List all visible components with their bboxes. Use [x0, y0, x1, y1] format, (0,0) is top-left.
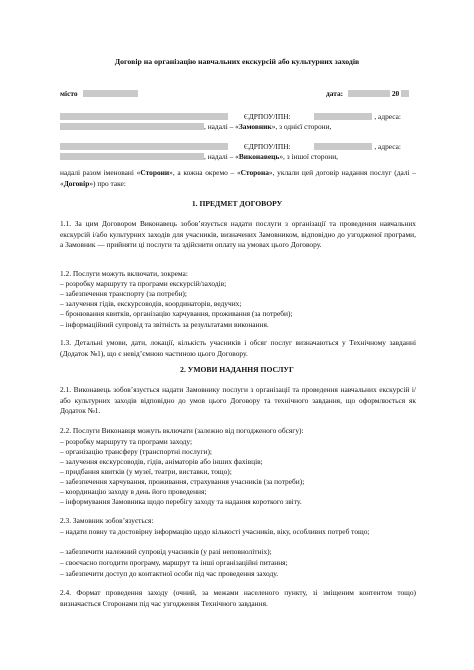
party2-edrpou-label: ЄДРПОУ/ІПН: — [243, 142, 291, 151]
list-item: – розробку маршруту та програми заходу; — [60, 437, 193, 446]
party1-line2 — [60, 122, 331, 133]
clause-1-3: 1.3. Детальні умови, дати, локації, кількість учасників і обсяг послуг визначаються у Технічному завданні (Додаток №1), що є невід’ємною частиною цього Договору. — [60, 338, 416, 358]
clause-2-3-a: – надати повну та достовірну інформацію щодо кількості учасників, віку, особливих потреб тощо; — [60, 527, 370, 536]
party1-name-field[interactable] — [60, 113, 228, 120]
party2-name-field[interactable] — [60, 143, 228, 150]
party2-role: Виконавець — [238, 152, 280, 161]
date-year: 20 — [391, 89, 400, 98]
list-item: – своєчасно погодити програму, маршрут та інші організаційні питання; — [60, 558, 288, 567]
list-item: – організацію трансферу (транспортні послуги); — [60, 447, 212, 456]
list-item: – забезпечити належний супровід учасників (у разі неповнолітніх); — [60, 547, 272, 556]
date-label: дата: — [326, 89, 344, 98]
date-field[interactable] — [348, 90, 390, 97]
list-item: – забезпечення транспорту (за потреби); — [60, 289, 187, 298]
intro-contract: Договір — [63, 178, 90, 188]
year-field[interactable] — [401, 90, 409, 97]
document-title: Договір на організацію навчальних екскурсій або культурних заходів — [114, 57, 360, 66]
place-field[interactable] — [83, 90, 138, 97]
date-line — [326, 89, 409, 100]
party2-role-prefix: , надалі – « — [204, 152, 239, 161]
list-item: – залучення екскурсоводів, гідів, аніматорів або інших фахівців; — [60, 457, 263, 466]
clause-2-4: 2.4. Формат проведення заходу (очний, за межами населеного пункту, зі зміщеним контентом тощо) визначається Сторонами під час узгодження Технічного завдання. — [60, 588, 416, 608]
clause-1-2: 1.2. Послуги можуть включати, зокрема: — [60, 269, 188, 278]
list-item: – забезпечити доступ до контактної особи під час проведення заходу. — [60, 569, 279, 578]
intro-paragraph: надалі разом іменовані «Сторони», а кожна окремо – «Сторона», уклали цей договір надання послуг (далі – «Договір») про таке: — [60, 168, 416, 188]
list-item: – інформування Замовника щодо перебігу заходу та надання короткого звіту. — [60, 497, 302, 506]
place-label: місто — [60, 89, 78, 98]
party1-address-label: , адреса: — [374, 112, 401, 121]
clause-2-1: 2.1. Виконавець зобов’язується надати Замовнику послуги з організації та проведення навчальних екскурсій і/або культурних заходів відповідно до умов цього Договору та технічного завдання, що оформлюється як Додаток №1. — [60, 385, 416, 416]
list-item: – розробку маршруту та програми екскурсій/заходів; — [60, 279, 227, 288]
list-item: – бронювання квитків, організацію харчування, проживання (за потреби); — [60, 309, 293, 318]
party1-address-field[interactable] — [60, 123, 204, 130]
party2-edrpou-field[interactable] — [314, 143, 372, 150]
party2-role-suffix: », з іншої сторони, — [279, 152, 339, 161]
clause-2-2: 2.2. Послуги Виконавця можуть включати (залежно від погодженого обсягу): — [60, 426, 304, 435]
party1-role-suffix: », з однієї сторони, — [271, 122, 332, 131]
list-item: – інформаційний супровід та звітність за результатами виконання. — [60, 320, 269, 329]
list-item: – придбання квитків (у музеї, театри, виставки, тощо); — [60, 467, 232, 476]
party2-line2 — [60, 152, 338, 163]
section1-heading: 1. ПРЕДМЕТ ДОГОВОРУ — [191, 199, 283, 208]
list-item: – координацію заходу в день його проведення; — [60, 487, 207, 496]
party1-role: Замовник — [238, 122, 272, 131]
place-line — [60, 89, 138, 100]
intro-side: Сторона — [240, 168, 269, 177]
list-item: – забезпечення харчування, проживання, страхування учасників (за потреби); — [60, 477, 305, 486]
party1-line1 — [60, 112, 401, 123]
list-item: – залучення гідів, екскурсоводів, координаторів, ведучих; — [60, 299, 242, 308]
clause-1-1: 1.1. За цим Договором Виконавець зобов’язується надати послуги з організації та проведення навчальних екскурсій і/або культурних заходів для учасників, визначених Замовником, відповідно до узгодженої програми, а Замовник — прийняти ці послуги та здійснити оплату на умовах цього Договору. — [60, 219, 416, 250]
party1-edrpou-label: ЄДРПОУ/ІПН: — [243, 112, 291, 121]
clause-2-3: 2.3. Замовник зобов’язується: — [60, 516, 154, 525]
intro-sides: Сторони — [140, 168, 170, 177]
section2-heading: 2. УМОВИ НАДАННЯ ПОСЛУГ — [180, 365, 294, 374]
party2-line1 — [60, 142, 401, 153]
party1-edrpou-field[interactable] — [314, 113, 372, 120]
party1-role-prefix: , надалі – « — [204, 122, 239, 131]
party2-address-label: , адреса: — [374, 142, 401, 151]
party2-address-field[interactable] — [60, 153, 204, 160]
